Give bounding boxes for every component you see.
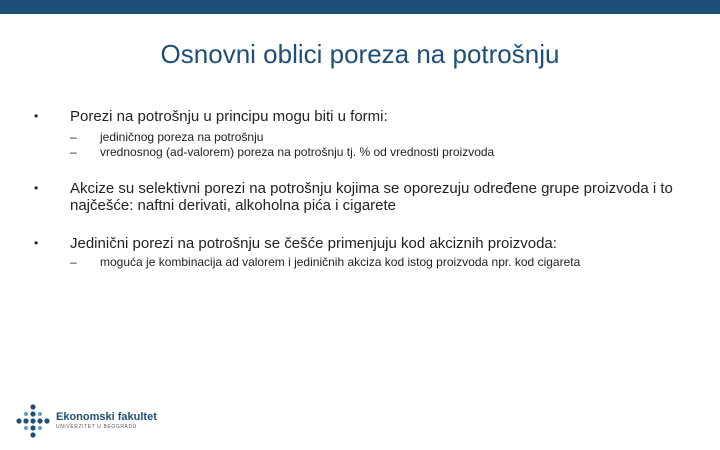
slide-content bbox=[34, 102, 694, 270]
sub-bullet-marker: – bbox=[70, 255, 77, 269]
bullet-item bbox=[34, 180, 694, 214]
bullet-item bbox=[34, 235, 694, 252]
logo-name: Ekonomski fakultet bbox=[56, 411, 157, 423]
logo-text bbox=[56, 411, 157, 431]
bullet-marker: • bbox=[34, 236, 39, 250]
sub-bullet-item bbox=[70, 130, 694, 145]
sub-bullet-marker: – bbox=[70, 130, 77, 144]
sub-bullet-marker: – bbox=[70, 145, 77, 159]
bullet-item bbox=[34, 108, 694, 125]
dots-cross-logo-icon bbox=[16, 404, 50, 438]
bullet-text: Akcize su selektivni porezi na potrošnju kojima se oporezuju određene grupe proizvoda i to najčešće: naftni derivati, alkoholna pića i cigarete bbox=[70, 180, 673, 214]
sub-bullet-text: jediničnog poreza na potrošnju bbox=[100, 130, 264, 144]
top-accent-bar bbox=[0, 0, 720, 14]
bullet-marker: • bbox=[34, 181, 39, 195]
bullet-marker: • bbox=[34, 109, 39, 123]
bullet-text: Porezi na potrošnju u principu mogu biti u formi: bbox=[70, 108, 388, 125]
faculty-logo bbox=[16, 404, 157, 438]
sub-bullet-item bbox=[70, 255, 694, 270]
slide-title: Osnovni oblici poreza na potrošnju bbox=[160, 39, 560, 69]
logo-subtitle: UNIVERZITET U BEOGRADU bbox=[56, 424, 137, 430]
sub-bullet-text: moguća je kombinacija ad valorem i jediničnih akciza kod istog proizvoda npr. kod cigareta bbox=[100, 255, 581, 269]
sub-bullet-text: vrednosnog (ad-valorem) poreza na potrošnju tj. % od vrednosti proizvoda bbox=[100, 145, 495, 159]
sub-bullet-item bbox=[70, 145, 694, 160]
bullet-text: Jedinični porezi na potrošnju se češće primenjuju kod akciznih proizvoda: bbox=[70, 235, 557, 252]
